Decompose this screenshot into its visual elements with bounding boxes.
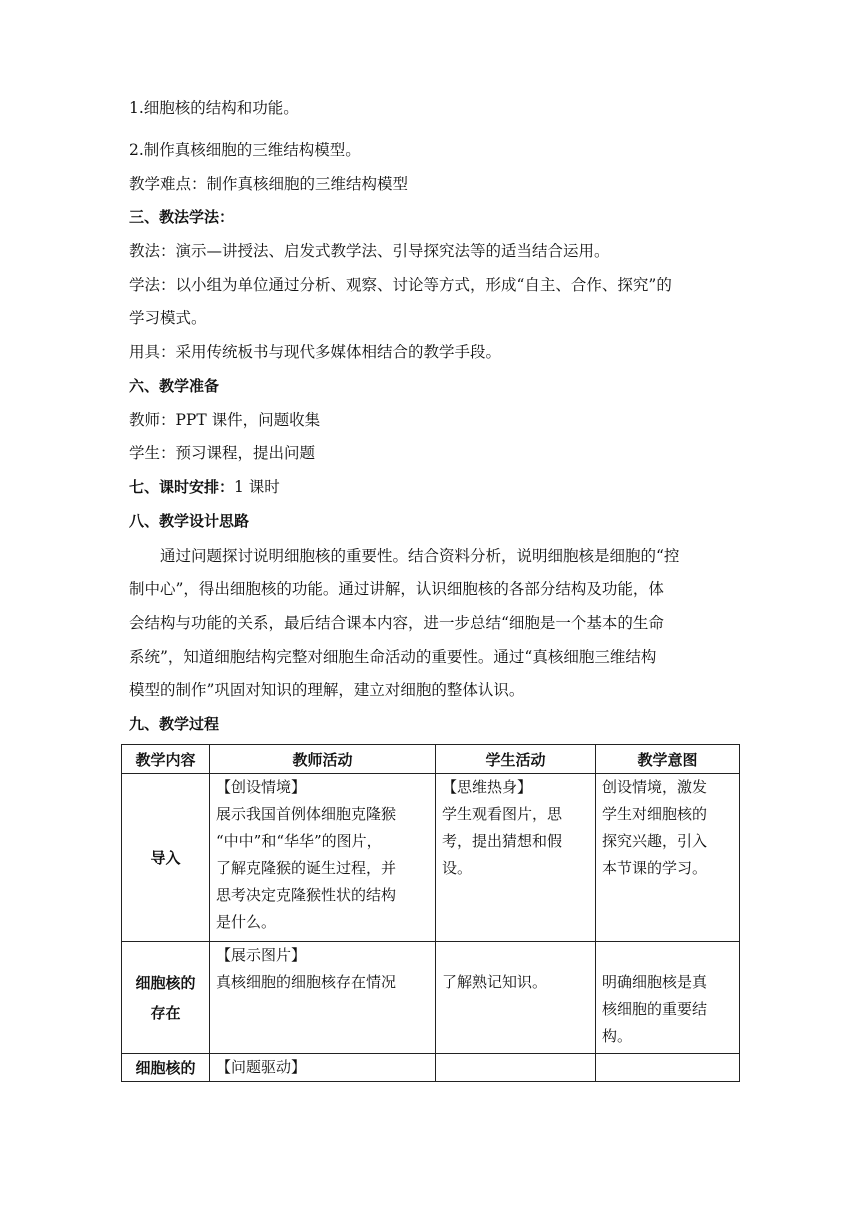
content-line: 存在: [150, 1003, 181, 1022]
student-line: 【思维热身】: [442, 778, 533, 796]
key-point-1: 1.细胞核的结构和功能。: [129, 99, 299, 117]
row-content-existence: [122, 942, 210, 1054]
key-point-2: 2.制作真核细胞的三维结构模型。: [129, 141, 361, 159]
section-heading-methods: 三、教法学法：: [129, 208, 235, 226]
learning-method-line-2: 学习模式。: [129, 309, 207, 327]
teacher-line: 展示我国首例体细胞克隆猴: [216, 805, 397, 823]
header-content: 教学内容: [122, 745, 210, 774]
design-text-line-1: 通过问题探讨说明细胞核的重要性。结合资料分析，说明细胞核是细胞的“控: [160, 547, 680, 565]
teaching-process-table: [121, 744, 740, 1082]
teacher-line: 真核细胞的细胞核存在情况: [216, 973, 397, 991]
intent-line: 探究兴趣，引入: [602, 832, 708, 850]
row-student-structure: [436, 1054, 596, 1082]
table-header-row: [122, 745, 740, 774]
teaching-method: 教法：演示—讲授法、启发式教学法、引导探究法等的适当结合运用。: [129, 242, 610, 260]
row-student-intro: [436, 774, 596, 942]
header-intent: 教学意图: [596, 745, 740, 774]
design-text-line-5: 模型的制作”巩固对知识的理解，建立对细胞的整体认识。: [129, 681, 525, 699]
spacer: [602, 942, 733, 969]
design-text-line-4: 系统”，知道细胞结构完整对细胞生命活动的重要性。通过“真核细胞三维结构: [129, 648, 657, 666]
student-line: 学生观看图片，思: [442, 805, 563, 823]
teaching-tools: 用具：采用传统板书与现代多媒体相结合的教学手段。: [129, 343, 502, 361]
row-intent-intro: [596, 774, 740, 942]
design-text-line-3: 会结构与功能的关系，最后结合课本内容，进一步总结“细胞是一个基本的生命: [129, 614, 664, 632]
table-row: [122, 1054, 740, 1082]
student-line: 设。: [442, 859, 473, 877]
design-text-line-2: 制中心”，得出细胞核的功能。通过讲解，认识细胞核的各部分结构及功能，体: [129, 580, 664, 598]
section-heading-schedule: [129, 476, 760, 498]
section-heading-process: 九、教学过程: [129, 715, 220, 733]
table-row: [122, 942, 740, 1054]
learning-method-line-1: 学法：以小组为单位通过分析、观察、讨论等方式，形成“自主、合作、探究”的: [129, 276, 672, 294]
row-intent-structure: [596, 1054, 740, 1082]
schedule-label: 七、课时安排：: [129, 478, 235, 496]
intent-line: 创设情境，激发: [602, 778, 708, 796]
teaching-difficulty: 教学难点：制作真核细胞的三维结构模型: [129, 175, 409, 193]
teacher-line: 【创设情境】: [216, 778, 307, 796]
row-intent-existence: [596, 942, 740, 1054]
intent-line: 核细胞的重要结: [602, 1000, 708, 1018]
section-heading-preparation: 六、教学准备: [129, 377, 220, 395]
teacher-line: “中中”和“华华”的图片，: [216, 832, 382, 850]
row-teacher-existence: [210, 942, 436, 1054]
row-content-intro: 导入: [122, 774, 210, 942]
intent-line: 本节课的学习。: [602, 859, 708, 877]
student-line: 了解熟记知识。: [442, 973, 548, 991]
intent-line: 明确细胞核是真: [602, 973, 708, 991]
row-student-existence: [436, 942, 596, 1054]
header-teacher: 教师活动: [210, 745, 436, 774]
student-line: 考，提出猜想和假: [442, 832, 563, 850]
student-preparation: 学生：预习课程，提出问题: [129, 444, 316, 462]
teacher-line: 是什么。: [216, 913, 277, 931]
teacher-preparation: 教师：PPT 课件，问题收集: [129, 411, 321, 429]
header-student: 学生活动: [436, 745, 596, 774]
section-heading-design: 八、教学设计思路: [129, 512, 250, 530]
teacher-line: 思考决定克隆猴性状的结构: [216, 886, 397, 904]
intent-line: 学生对细胞核的: [602, 805, 708, 823]
spacer: [442, 942, 589, 969]
schedule-value: 1 课时: [234, 478, 280, 496]
row-teacher-structure: 【问题驱动】: [210, 1054, 436, 1082]
intent-line: 构。: [602, 1027, 633, 1045]
table-row: [122, 774, 740, 942]
teacher-line: 了解克隆猴的诞生过程，并: [216, 859, 397, 877]
row-content-structure: 细胞核的: [122, 1054, 210, 1082]
row-teacher-intro: [210, 774, 436, 942]
teacher-line: 【展示图片】: [216, 946, 307, 964]
content-line: 细胞核的: [135, 973, 196, 992]
